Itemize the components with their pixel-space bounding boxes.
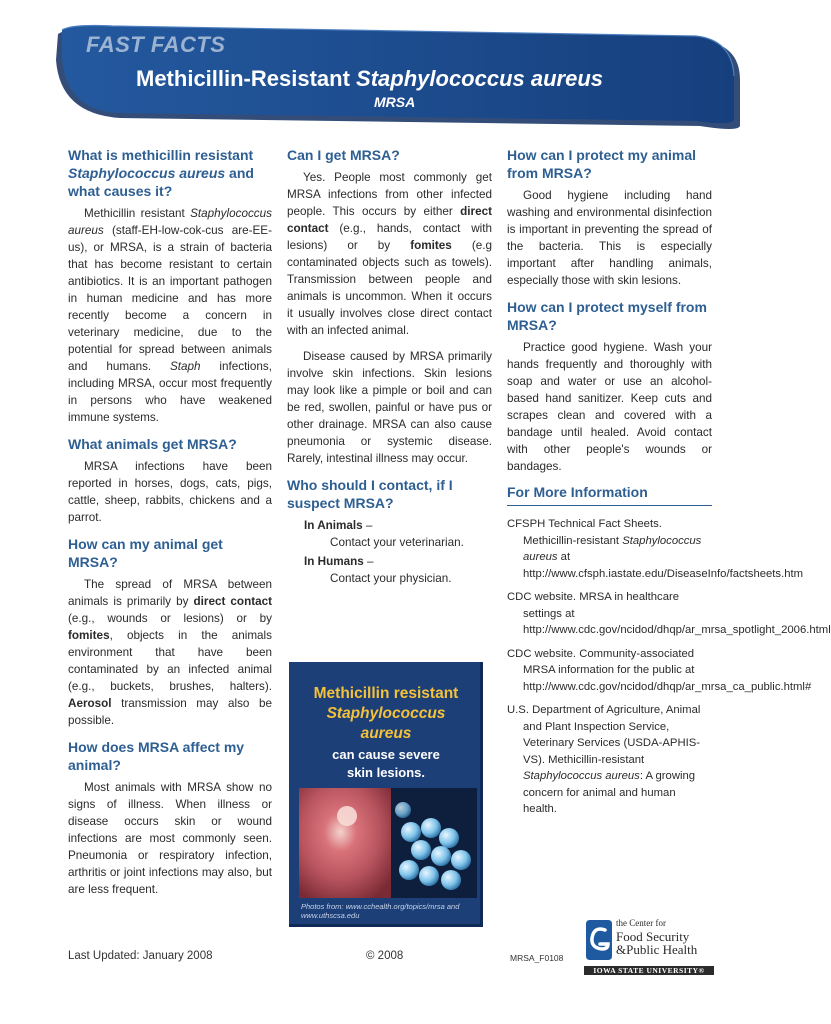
heading-what-is-mrsa: What is methicillin resistant Staphylococcus aureus and what causes it?: [68, 147, 254, 199]
heading-how-affect: How does MRSA affect my animal?: [68, 739, 245, 773]
contact-animals-value: Contact your veterinarian.: [330, 536, 464, 549]
reference-cdc-healthcare: CDC website. MRSA in healthcare settings at http://www.cdc.gov/ncidod/dhqp/ar_mrsa_spotlight_2006.html: [507, 591, 831, 636]
paragraph-can-i-get: Yes. People most commonly get MRSA infections from other infected people. This occurs by either direct contact (e.g., hands, contact with lesions) or by fomites (e.g contaminated objects such as towels). Transmission between people and animals is uncommon. When it occurs it usually involves close direct contact with an infected animal.: [287, 171, 492, 337]
heading-protect-animal: How can I protect my animal from MRSA?: [507, 147, 697, 181]
reference-usda: U.S. Department of Agriculture, Animal and Plant Inspection Service, Veterinary Services (USDA-APHIS-VS). Methicillin-resistant Staphylococcus aureus: A growing concern for animal and human health.: [507, 704, 701, 815]
more-info-heading: For More Information: [507, 484, 712, 506]
university-label: IOWA STATE UNIVERSITY®: [584, 966, 714, 975]
paragraph-protect-animal: Good hygiene including hand washing and environmental disinfection is important in preventing the spread of the bacteria. This is especially important after handling animals, especially those with skin lesions.: [507, 189, 712, 287]
page-title: Methicillin-Resistant Staphylococcus aureus: [136, 66, 604, 91]
page-subtitle: MRSA: [374, 94, 416, 110]
cfsph-logo: [584, 916, 714, 976]
mrsa-poster: [289, 662, 483, 927]
heading-can-i-get: Can I get MRSA?: [287, 147, 400, 163]
paragraph-what-is-mrsa: Methicillin resistant Staphylococcus aureus (staff-EH-low-cok-cus are-EE-us), or MRSA, is a strain of bacteria that has become resistant to certain antibiotics. It is an important pathogen in human medicine and has more recently become a concern in veterinary medicine, due to the potential for spread between animals and humans. Staph infections, including MRSA, occur most frequently in persons who have weakened immune systems.: [68, 207, 272, 424]
cfsph-emblem-icon: [584, 918, 614, 962]
reference-cfsph: CFSPH Technical Fact Sheets. Methicillin-resistant Staphylococcus aureus at http://www.cfsph.iastate.edu/DiseaseInfo/factsheets.htm: [507, 518, 804, 580]
paragraph-protect-self: Practice good hygiene. Wash your hands frequently and thoroughly with soap and water or use an alcohol-based hand sanitizer. Keep cuts and scrapes clean and covered with a bandage until healed. Avoid contact with other people's wounds or bandages.: [507, 341, 712, 473]
paragraph-how-affect: Most animals with MRSA show no signs of illness. When illness or disease occurs skin or wound infections are most commonly seen. Pneumonia or respiratory infection, arthritis or joint infections may also, but are less frequent.: [68, 781, 272, 896]
paragraph-what-animals: MRSA infections have been reported in horses, dogs, cats, pigs, cattle, sheep, rabbits, chickens and a parrot.: [68, 460, 272, 524]
heading-how-animal-get: How can my animal get MRSA?: [68, 536, 223, 570]
heading-protect-self: How can I protect myself from MRSA?: [507, 299, 707, 333]
column-3: [507, 146, 831, 825]
copyright: © 2008: [366, 950, 404, 962]
poster-subtitle: can cause severe skin lesions.: [332, 747, 440, 780]
heading-who-contact: Who should I contact, if I suspect MRSA?: [287, 477, 453, 511]
logo-text: the Center for Food Security &Public Health: [616, 918, 698, 957]
column-2: [287, 146, 492, 589]
paragraph-disease: Disease caused by MRSA primarily involve skin infections. Skin lesions may look like a pimple or boil and can be red, swollen, painful or have pus or other drainage. MRSA can also cause pneumonia or systemic disease. Rarely, intestinal illness may occur.: [287, 350, 492, 465]
contact-humans-value: Contact your physician.: [330, 572, 452, 585]
header-banner: [0, 0, 768, 140]
paragraph-how-animal-get: The spread of MRSA between animals is primarily by direct contact (e.g., wounds or lesions) or by fomites, objects in the animals environment that have been contaminated by an infected animal (e.g., buckets, brushes, halters). Aerosol transmission may also be possible.: [68, 578, 272, 727]
contact-animals-label: In Animals –: [304, 519, 373, 532]
poster-photos: [299, 788, 477, 898]
poster-credit: Photos from: www.cchealth.org/topics/mrsa and www.uthscsa.edu: [301, 902, 460, 920]
poster-title: Methicillin resistant Staphylococcus aureus: [313, 685, 459, 742]
heading-what-animals: What animals get MRSA?: [68, 436, 237, 452]
contact-humans-label: In Humans –: [304, 555, 374, 568]
column-1: [68, 146, 272, 907]
document-code: MRSA_F0108: [510, 953, 564, 963]
reference-cdc-community: CDC website. Community-associated MRSA information for the public at http://www.cdc.gov/ncidod/dhqp/ar_mrsa_ca_public.html#: [507, 647, 812, 693]
series-label: FAST FACTS: [86, 32, 226, 57]
last-updated: Last Updated: January 2008: [68, 950, 213, 962]
skin-lesion-photo: [299, 788, 391, 898]
